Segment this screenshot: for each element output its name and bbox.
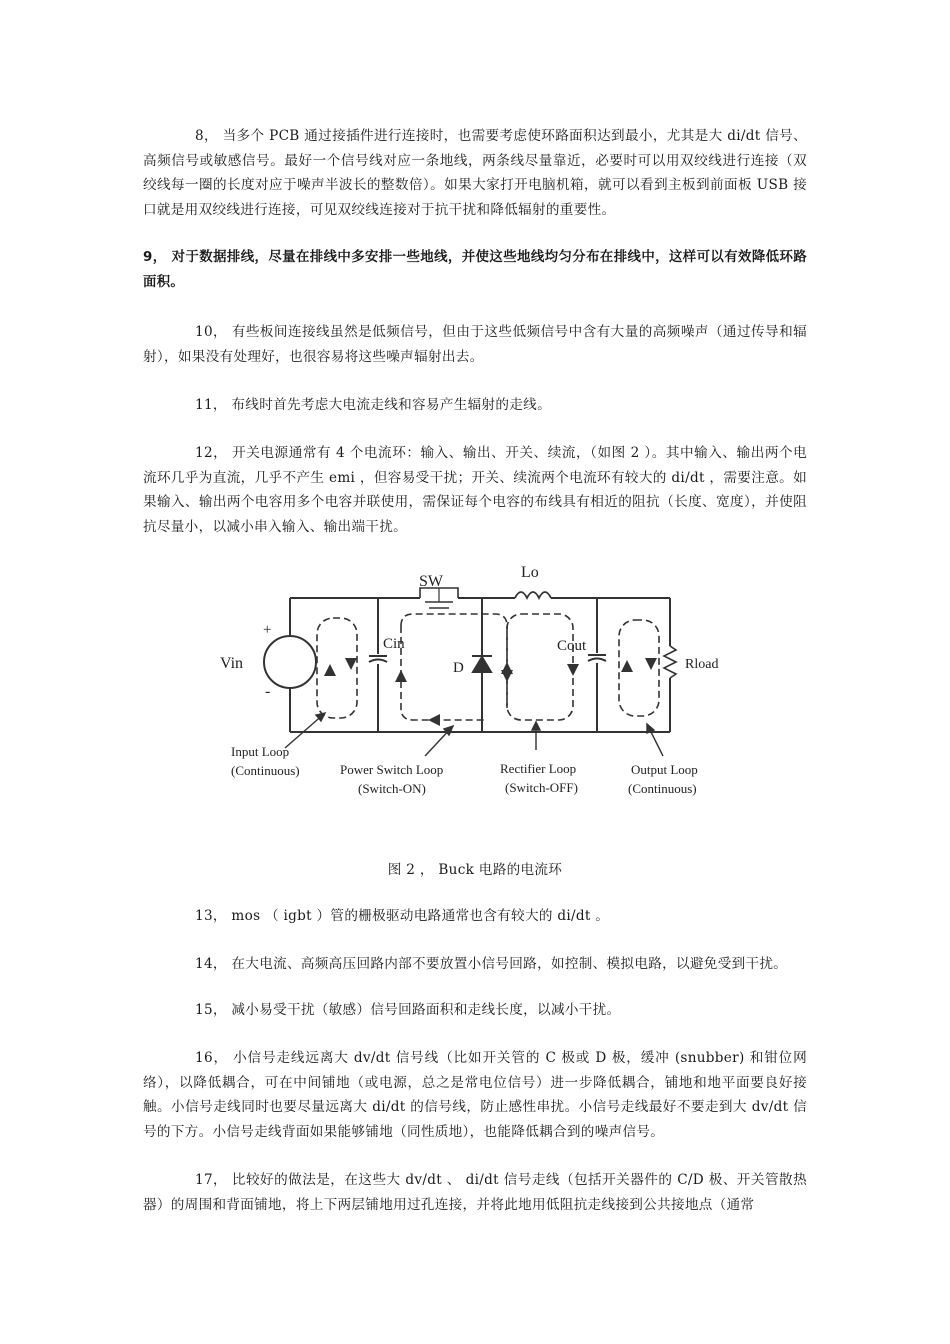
cin-label: Cin	[383, 636, 405, 652]
vin-label: Vin	[220, 655, 244, 672]
output-loop-label: Output Loop	[631, 762, 698, 777]
power-loop-label: Power Switch Loop	[340, 762, 444, 777]
vin-plus-label: +	[263, 622, 272, 638]
rectifier-loop-label: Rectifier Loop	[500, 761, 577, 776]
d-label: D	[453, 660, 464, 676]
paragraph-10: 10， 有些板间连接线虽然是低频信号，但由于这些低频信号中含有大量的高频噪声（通过传导和辐射），如果没有处理好，也很容易将这些噪声辐射出去。	[143, 324, 807, 365]
output-loop-sublabel: (Continuous)	[628, 781, 697, 796]
paragraph-11: 11， 布线时首先考虑大电流走线和容易产生辐射的走线。	[195, 397, 551, 413]
vin-minus-label: -	[265, 683, 271, 700]
cout-label: Cout	[557, 638, 587, 654]
paragraph-14: 14， 在大电流、高频高压回路内部不要放置小信号回路，如控制、模拟电路，以避免受到干扰。	[195, 956, 788, 972]
power-loop-sublabel: (Switch-ON)	[358, 781, 426, 796]
input-loop-sublabel: (Continuous)	[231, 763, 300, 778]
buck-circuit-figure	[215, 558, 735, 808]
paragraph-9: 9， 对于数据排线，尽量在排线中多安排一些地线，并使这些地线均匀分布在排线中，这样可以有效降低环路面积。	[143, 250, 807, 290]
paragraph-17: 17， 比较好的做法是，在这些大 dv/dt 、 di/dt 信号走线（包括开关器件的 C/D 极、开关管散热器）的周围和背面铺地，将上下两层铺地用过孔连接，并将此地用低阻抗走线接到公共接地点（通常	[143, 1172, 807, 1213]
paragraph-12: 12， 开关电源通常有 4 个电流环：输入、输出、开关、续流，（如图 2 ）。其中输入、输出两个电流环几乎为直流，几乎不产生 emi ，但容易受干扰；开关、续流两个电流环有较大的 di/dt ，需要注意。如果输入、输出两个电容用多个电容并联使用，需保证每个电容的布线具有相近的阻抗（长度、宽度），并使阻抗尽量小，以减小串入输入、输出端干扰。	[143, 445, 807, 535]
lo-label: Lo	[521, 564, 539, 581]
paragraph-15: 15， 减小易受干扰（敏感）信号回路面积和走线长度，以减小干扰。	[195, 1002, 621, 1018]
sw-label: SW	[419, 573, 443, 590]
buck-circuit-diagram	[215, 558, 735, 808]
paragraph-13: 13， mos （ igbt ）管的栅极驱动电路通常也含有较大的 di/dt 。	[195, 908, 610, 924]
rectifier-loop-sublabel: (Switch-OFF)	[505, 780, 578, 795]
paragraph-16: 16， 小信号走线远离大 dv/dt 信号线（比如开关管的 C 极或 D 极，缓冲 (snubber) 和钳位网络），以降低耦合，可在中间铺地（或电源，总之是常电位信号）进一步降低耦合，铺地和地平面要良好接触。小信号走线同时也要尽量远离大 di/dt 的信号线，防止感性串扰。小信号走线最好不要走到大 dv/dt 信号的下方。小信号走线背面如果能够铺地（同性质地），也能降低耦合到的噪声信号。	[143, 1050, 807, 1140]
rload-label: Rload	[685, 657, 719, 672]
paragraph-8: 8， 当多个 PCB 通过接插件进行连接时，也需要考虑使环路面积达到最小，尤其是大 di/dt 信号、高频信号或敏感信号。最好一个信号线对应一条地线，两条线尽量靠近，必要时可以用双绞线进行连接（双绞线每一圈的长度对应于噪声半波长的整数倍）。如果大家打开电脑机箱，就可以看到主板到前面板 USB 接口就是用双绞线进行连接，可见双绞线连接对于抗干扰和降低辐射的重要性。	[143, 128, 807, 218]
figure-caption: 图 2 ， Buck 电路的电流环	[387, 862, 563, 878]
input-loop-label: Input Loop	[231, 744, 290, 759]
